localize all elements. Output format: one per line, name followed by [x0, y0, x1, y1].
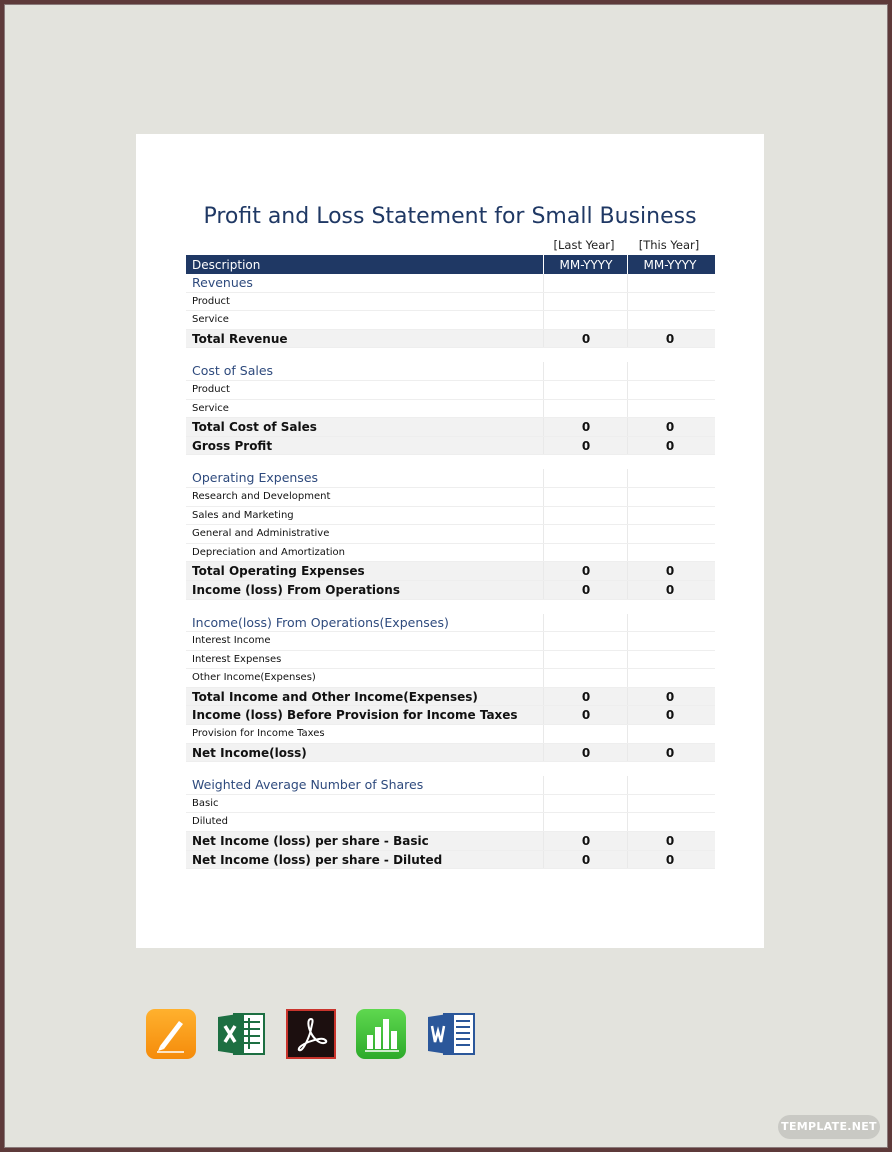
last-year-value[interactable]: 0 — [581, 834, 591, 849]
row-description: Sales and Marketing — [192, 509, 294, 521]
row-description: Other Income(Expenses) — [192, 672, 316, 684]
total-row — [186, 744, 715, 763]
row-description: Product — [192, 383, 230, 395]
column-divider — [627, 813, 628, 831]
row-description: Operating Expenses — [192, 470, 319, 486]
line-item-row — [186, 544, 715, 563]
line-item-row — [186, 669, 715, 688]
last-year-value[interactable]: 0 — [581, 420, 591, 435]
column-divider — [543, 274, 544, 292]
line-item-row — [186, 632, 715, 651]
section-header-row — [186, 274, 715, 293]
section-header-row — [186, 469, 715, 488]
column-divider — [543, 488, 544, 506]
line-item-row — [186, 813, 715, 832]
last-year-value[interactable]: 0 — [581, 708, 591, 723]
column-divider — [627, 632, 628, 650]
line-item-row — [186, 488, 715, 507]
row-description: Income (loss) Before Provision for Income Taxes — [192, 708, 518, 723]
column-divider — [543, 293, 544, 311]
row-description: Service — [192, 314, 229, 326]
column-divider — [627, 469, 628, 487]
column-divider — [543, 381, 544, 399]
total-row — [186, 330, 715, 349]
column-divider — [543, 507, 544, 525]
total-row — [186, 688, 715, 707]
row-description: Total Revenue — [192, 331, 288, 346]
row-description: Research and Development — [192, 490, 331, 502]
excel-icon[interactable] — [216, 1009, 266, 1059]
section-header-row — [186, 362, 715, 381]
column-divider — [627, 614, 628, 632]
this-year-value[interactable]: 0 — [665, 745, 675, 760]
column-divider — [543, 362, 544, 380]
this-year-value[interactable]: 0 — [665, 852, 675, 867]
column-divider — [543, 669, 544, 687]
this-year-value[interactable]: 0 — [665, 582, 675, 597]
last-year-value[interactable]: 0 — [581, 852, 591, 867]
header-last-year: MM-YYYY — [559, 258, 613, 272]
column-divider — [627, 293, 628, 311]
section-spacer — [186, 600, 715, 614]
this-year-label: [This Year] — [638, 238, 700, 252]
column-divider — [627, 725, 628, 743]
column-divider — [543, 776, 544, 794]
row-description: Basic — [192, 797, 219, 809]
total-row — [186, 832, 715, 851]
document-page — [136, 134, 764, 948]
column-divider — [543, 544, 544, 562]
total-row — [186, 706, 715, 725]
column-divider — [627, 400, 628, 418]
column-divider — [627, 525, 628, 543]
column-divider — [543, 525, 544, 543]
line-item-row — [186, 651, 715, 670]
row-description: Depreciation and Amortization — [192, 546, 346, 558]
row-description: Service — [192, 402, 229, 414]
section-spacer — [186, 762, 715, 776]
last-year-value[interactable]: 0 — [581, 331, 591, 346]
line-item-row — [186, 293, 715, 312]
row-description: Income (loss) From Operations — [192, 582, 400, 597]
row-description: Total Operating Expenses — [192, 564, 365, 579]
header-description: Description — [192, 258, 261, 272]
row-description: Total Cost of Sales — [192, 420, 317, 435]
row-description: Diluted — [192, 816, 229, 828]
table-header — [186, 255, 715, 274]
line-item-row — [186, 725, 715, 744]
column-divider — [627, 544, 628, 562]
total-row — [186, 851, 715, 870]
column-divider — [543, 400, 544, 418]
column-divider — [627, 795, 628, 813]
template-net-watermark: TEMPLATE.NET — [778, 1115, 880, 1139]
last-year-value[interactable]: 0 — [581, 438, 591, 453]
column-divider — [543, 795, 544, 813]
word-icon[interactable] — [426, 1009, 476, 1059]
row-description: Cost of Sales — [192, 363, 274, 379]
column-divider — [543, 651, 544, 669]
last-year-value[interactable]: 0 — [581, 745, 591, 760]
header-this-year: MM-YYYY — [643, 258, 697, 272]
column-divider — [543, 469, 544, 487]
pdf-icon[interactable] — [286, 1009, 336, 1059]
column-divider — [627, 381, 628, 399]
last-year-value[interactable]: 0 — [581, 689, 591, 704]
numbers-icon[interactable] — [356, 1009, 406, 1059]
line-item-row — [186, 525, 715, 544]
row-description: Interest Expenses — [192, 653, 282, 665]
column-divider — [543, 813, 544, 831]
last-year-value[interactable]: 0 — [581, 564, 591, 579]
section-header-row — [186, 614, 715, 633]
column-divider — [627, 651, 628, 669]
row-description: Total Income and Other Income(Expenses) — [192, 689, 478, 704]
row-description: Gross Profit — [192, 438, 273, 453]
row-description: Interest Income — [192, 635, 271, 647]
column-divider — [627, 776, 628, 794]
column-divider — [543, 614, 544, 632]
total-row — [186, 437, 715, 456]
column-divider — [627, 274, 628, 292]
this-year-value[interactable]: 0 — [665, 564, 675, 579]
line-item-row — [186, 381, 715, 400]
total-row — [186, 418, 715, 437]
total-row — [186, 581, 715, 600]
line-item-row — [186, 795, 715, 814]
document-title: Profit and Loss Statement for Small Business — [203, 204, 697, 229]
row-description: Net Income (loss) per share - Diluted — [192, 852, 443, 867]
this-year-value[interactable]: 0 — [665, 834, 675, 849]
pages-icon[interactable] — [146, 1009, 196, 1059]
line-item-row — [186, 311, 715, 330]
section-header-row — [186, 776, 715, 795]
section-spacer — [186, 455, 715, 469]
column-divider — [543, 311, 544, 329]
this-year-value[interactable]: 0 — [665, 438, 675, 453]
last-year-label: [Last Year] — [553, 238, 615, 252]
column-divider — [627, 311, 628, 329]
row-description: Weighted Average Number of Shares — [192, 777, 424, 793]
row-description: Provision for Income Taxes — [192, 728, 325, 740]
line-item-row — [186, 507, 715, 526]
total-row — [186, 562, 715, 581]
section-spacer — [186, 348, 715, 362]
table-body — [186, 274, 715, 869]
column-divider — [543, 632, 544, 650]
column-divider — [543, 725, 544, 743]
this-year-value[interactable]: 0 — [665, 708, 675, 723]
column-labels — [186, 238, 715, 254]
row-description: Income(loss) From Operations(Expenses) — [192, 614, 449, 630]
pl-table — [186, 255, 715, 869]
row-description: Product — [192, 295, 230, 307]
row-description: Net Income(loss) — [192, 745, 307, 760]
row-description: Net Income (loss) per share - Basic — [192, 834, 429, 849]
this-year-value[interactable]: 0 — [665, 420, 675, 435]
column-divider — [627, 507, 628, 525]
this-year-value[interactable]: 0 — [665, 331, 675, 346]
column-divider — [627, 488, 628, 506]
row-description: General and Administrative — [192, 528, 330, 540]
column-divider — [627, 362, 628, 380]
this-year-value[interactable]: 0 — [665, 689, 675, 704]
column-divider — [627, 669, 628, 687]
last-year-value[interactable]: 0 — [581, 582, 591, 597]
line-item-row — [186, 400, 715, 419]
row-description: Revenues — [192, 275, 253, 290]
